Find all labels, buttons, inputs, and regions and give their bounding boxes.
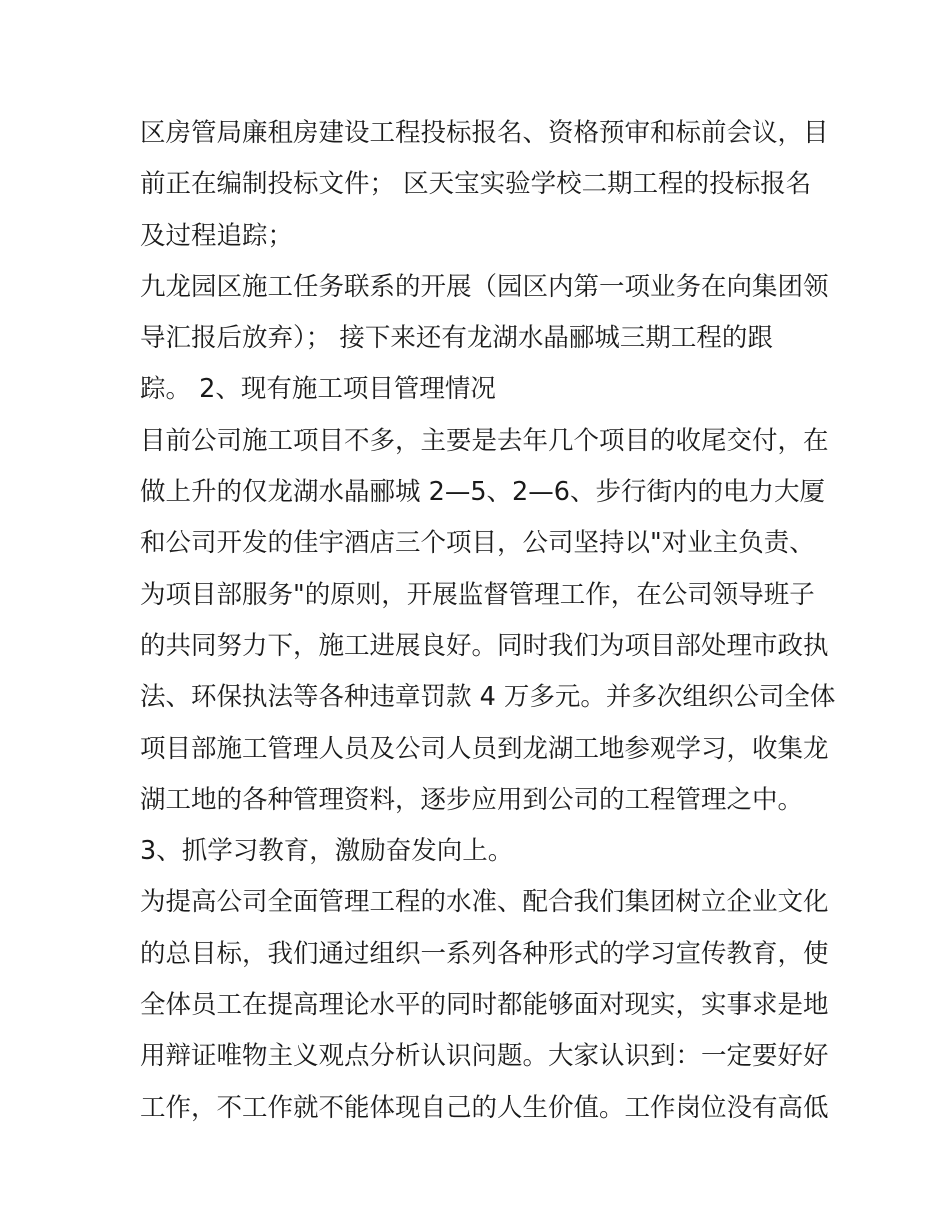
text-line: 湖工地的各种管理资料，逐步应用到公司的工程管理之中。 [140,784,804,815]
text-line: 为提高公司全面管理工程的水准、配合我们集团树立企业文化 [140,887,829,918]
text-line: 用辩证唯物主义观点分析认识问题。大家认识到：一定要好好 [140,1041,829,1072]
text-line: 导汇报后放弃）； 接下来还有龙湖水晶郦城三期工程的跟 [140,323,773,354]
text-line: 工作，不工作就不能体现自己的人生价值。工作岗位没有高低 [140,1092,829,1123]
text-line: 区房管局廉租房建设工程投标报名、资格预审和标前会议，目 [140,118,829,148]
text-line: 项目部施工管理人员及公司人员到龙湖工地参观学习，收集龙 [140,733,829,764]
text-line: 目前公司施工项目不多，主要是去年几个项目的收尾交付，在 [140,425,829,456]
text-line: 踪。 2、现有施工项目管理情况 [140,374,496,405]
text-line: 做上升的仅龙湖水晶郦城 2—5、2—6、步行街内的电力大厦 [140,477,826,508]
text-line: 法、环保执法等各种违章罚款 4 万多元。并多次组织公司全体 [140,682,836,713]
text-line: 的总目标，我们通过组织一系列各种形式的学习宣传教育，使 [140,938,829,969]
text-line: 的共同努力下，施工进展良好。同时我们为项目部处理市政执 [140,630,829,661]
text-line: 和公司开发的佳宇酒店三个项目，公司坚持以"对业主负责、 [140,528,815,559]
text-line: 全体员工在提高理论水平的同时都能够面对现实，实事求是地 [140,990,829,1021]
document-body [140,108,836,1134]
text-line: 为项目部服务"的原则，开展监督管理工作，在公司领导班子 [140,579,815,610]
text-line: 九龙园区施工任务联系的开展（园区内第一项业务在向集团领 [140,271,829,302]
text-line: 及过程追踪； [140,220,294,251]
text-line: 前正在编制投标文件； 区天宝实验学校二期工程的投标报名 [140,169,812,200]
text-line: 3、抓学习教育，激励奋发向上。 [140,836,514,867]
